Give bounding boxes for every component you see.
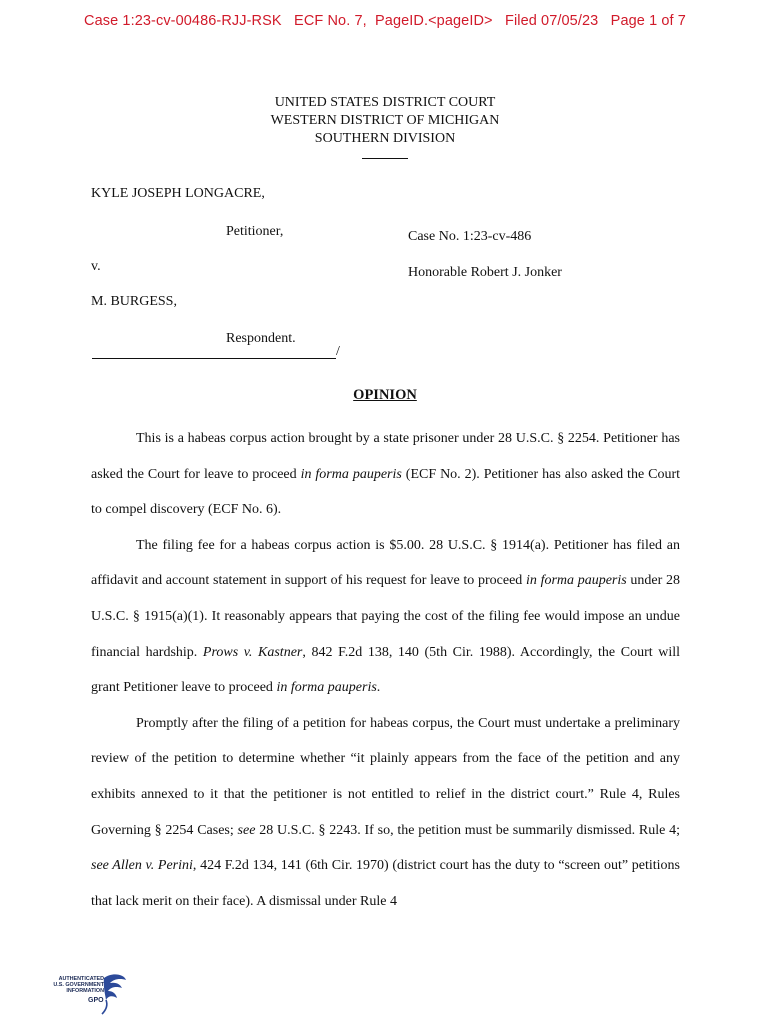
gpo-logo-text xyxy=(44,976,104,995)
text-run: The filing fee for a habeas corpus action is $5.00. 28 U.S.C. § 1914(a). Petitioner has filed an affidavit and account statement in support of his request for leave to proceed xyxy=(91,537,680,589)
logo-line-1: AUTHENTICATED xyxy=(58,976,104,982)
italic-run: Prows v. Kastner xyxy=(202,644,303,660)
eagle-icon xyxy=(100,972,128,1016)
opinion-body xyxy=(91,421,680,919)
text-run: . xyxy=(376,680,381,696)
heading-divider xyxy=(362,148,408,159)
gpo-mark: GPO xyxy=(88,997,104,1004)
judge-name: Honorable Robert J. Jonker xyxy=(408,265,562,280)
court-name: UNITED STATES DISTRICT COURT xyxy=(274,95,496,110)
gpo-authentication-logo xyxy=(44,972,128,1016)
court-heading xyxy=(0,94,770,159)
case-number: Case No. 1:23-cv-486 xyxy=(408,229,532,244)
respondent-name: M. BURGESS, xyxy=(91,294,177,309)
respondent-role: Respondent. xyxy=(226,331,296,346)
italic-run: in forma pauperis xyxy=(276,680,377,696)
italic-run: in forma pauperis xyxy=(525,573,627,589)
petitioner-name: KYLE JOSEPH LONGACRE, xyxy=(91,186,265,201)
logo-line-3: INFORMATION xyxy=(66,988,104,995)
case-header-banner: Case 1:23-cv-00486-RJJ-RSK ECF No. 7, PageID.<pageID> Filed 07/05/23 Page 1 of 7 xyxy=(84,13,686,29)
court-district: WESTERN DISTRICT OF MICHIGAN xyxy=(270,113,500,128)
caption-slash: / xyxy=(336,344,340,359)
text-run: This is a habeas corpus action brought by a state prisoner under 28 U.S.C. § 2254. Petitioner has asked the Court for leave to proceed xyxy=(91,431,680,482)
text-run: 28 U.S.C. § 2243. If so, the petition must be summarily dismissed. Rule 4; xyxy=(255,822,681,838)
logo-line-2: U.S. GOVERNMENT xyxy=(53,982,104,989)
text-run: Promptly after the filing of a petition for habeas corpus, the Court must undertake a preliminary review of the petition to determine whether “it plainly appears from the face of the petition and any exhibits annexed to it that the petitioner is not entitled to relief in the district court.” Rule 4, Rules Governing § 2254 Cases; xyxy=(91,715,680,838)
italic-run: see xyxy=(237,822,256,838)
petitioner-role: Petitioner, xyxy=(226,224,284,239)
opinion-title: OPINION xyxy=(353,387,417,403)
text-run: , 424 F.2d 134, 141 (6th Cir. 1970) (district court has the duty to “screen out” petitions that lack merit on their face). A dismissal under Rule 4 xyxy=(91,858,680,909)
opinion-paragraph xyxy=(91,528,680,706)
text-run: (ECF No. 2). Petitioner has also asked the Court to compel discovery (ECF No. 6). xyxy=(91,466,681,518)
text-run: , 842 F.2d 138, 140 (5th Cir. 1988). Accordingly, the Court will grant Petitioner leave to proceed xyxy=(91,644,681,696)
italic-run: in forma pauperis xyxy=(300,466,402,482)
versus-label: v. xyxy=(91,259,101,274)
italic-run: see Allen v. Perini xyxy=(91,858,193,874)
caption-rule xyxy=(92,350,336,359)
opinion-paragraph xyxy=(91,421,680,528)
court-division: SOUTHERN DIVISION xyxy=(314,131,456,146)
text-run: under 28 U.S.C. § 1915(a)(1). It reasonably appears that paying the cost of the filing fee would impose an undue financial hardship. xyxy=(91,573,680,660)
opinion-paragraph xyxy=(91,706,680,920)
